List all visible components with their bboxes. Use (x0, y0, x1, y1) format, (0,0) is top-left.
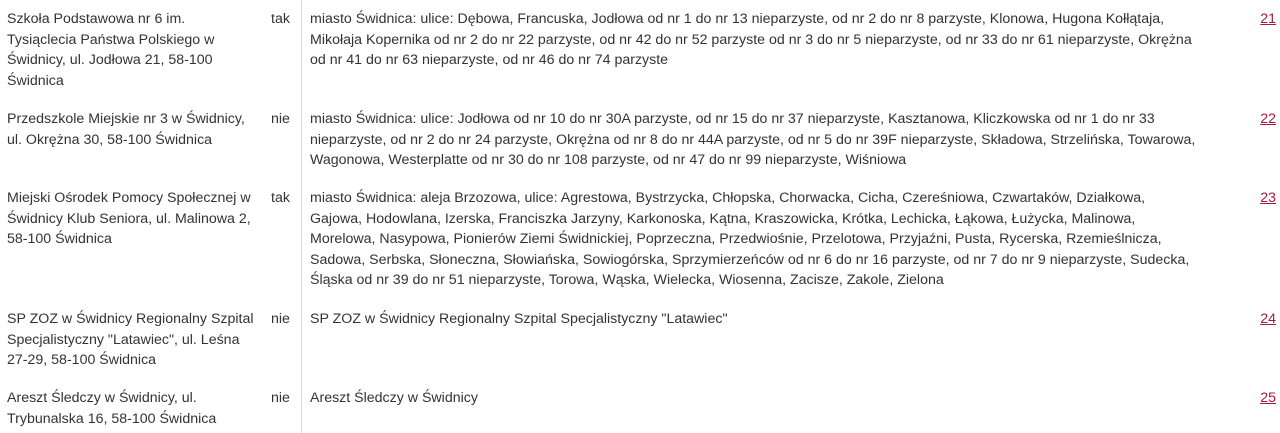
polling-station-name: Miejski Ośrodek Pomocy Społecznej w Świdnicy Klub Seniora, ul. Malinowa 2, 58-100 Świdnica (7, 190, 251, 247)
accessibility-value: nie (271, 311, 290, 327)
accessibility-value: nie (271, 111, 290, 127)
polling-station-name: Przedszkole Miejskie nr 3 w Świdnicy, ul. Okrężna 30, 58-100 Świdnica (7, 111, 245, 148)
district-area: miasto Świdnica: ulice: Jodłowa od nr 10 do nr 30A parzyste, od nr 15 do nr 37 nieparzyste, Kasztanowa, Kliczkowska od nr 1 do nr 33 nieparzyste, od nr 2 do nr 24 parzyste, Okrężna od nr 8 do nr 44A parzyste, od nr 5 do nr 39F nieparzyste, Składowa, Strzelińska, Towarowa, Wagonowa, Westerplatte od nr 30 do nr 108 parzyste, od nr 47 do nr 99 nieparzyste, Wiśniowa (310, 111, 1196, 168)
district-number-link[interactable]: 25 (1260, 390, 1276, 406)
district-number (1240, 188, 1276, 209)
column-divider (301, 0, 302, 433)
district-number-link[interactable]: 22 (1260, 111, 1276, 127)
accessibility-value: tak (271, 190, 290, 206)
accessibility-value: nie (271, 390, 290, 406)
district-number-link[interactable]: 24 (1260, 311, 1276, 327)
polling-station-name: Areszt Śledczy w Świdnicy, ul. Trybunalska 16, 58-100 Świdnica (7, 390, 217, 427)
district-number-link[interactable]: 23 (1260, 190, 1276, 206)
district-number (1240, 388, 1276, 409)
district-area: Areszt Śledczy w Świdnicy (310, 390, 478, 406)
district-area: miasto Świdnica: ulice: Dębowa, Francuska, Jodłowa od nr 1 do nr 13 nieparzyste, od nr 2 do nr 8 parzyste, Klonowa, Hugona Kołłątaja, Mikołaja Kopernika od nr 2 do nr 22 parzyste, od nr 42 do nr 52 parzyste od nr 3 do nr 5 nieparzyste, od nr 33 do nr 61 nieparzyste, Okrężna od nr 41 do nr 63 nieparzyste, od nr 46 do nr 74 parzyste (310, 11, 1192, 68)
district-number (1240, 109, 1276, 130)
district-number-link[interactable]: 21 (1260, 11, 1276, 27)
accessibility-value: tak (271, 11, 290, 27)
district-area: miasto Świdnica: aleja Brzozowa, ulice: Agrestowa, Bystrzycka, Chłopska, Chorwacka, Cicha, Czereśniowa, Czwartaków, Działkowa, Gajowa, Hodowlana, Izerska, Franciszka Jarzyny, Karkonoska, Kątna, Kraszowicka, Krótka, Lechicka, Łąkowa, Łużycka, Malinowa, Morelowa, Nasypowa, Pionierów Ziemi Świdnickiej, Poprzeczna, Przedwiośnie, Przelotowa, Przyjaźni, Pusta, Rycerska, Rzemieślnicza, Sadowa, Serbska, Słoneczna, Słowiańska, Sowiogórska, Sprzymierzeńców od nr 6 do nr 16 parzyste, od nr 7 do nr 9 nieparzyste, Sudecka, Śląska od nr 39 do nr 51 nieparzyste, Torowa, Wąska, Wielecka, Wiosenna, Zacisze, Zakole, Zielona (310, 190, 1190, 288)
district-area: SP ZOZ w Świdnicy Regionalny Szpital Specjalistyczny "Latawiec" (310, 311, 728, 327)
polling-station-name: SP ZOZ w Świdnicy Regionalny Szpital Specjalistyczny "Latawiec", ul. Leśna 27-29, 58-100 Świdnica (7, 311, 254, 368)
polling-station-name: Szkoła Podstawowa nr 6 im. Tysiąclecia Państwa Polskiego w Świdnicy, ul. Jodłowa 21, 58-100 Świdnica (7, 11, 215, 89)
district-number (1240, 309, 1276, 330)
district-number (1240, 9, 1276, 30)
